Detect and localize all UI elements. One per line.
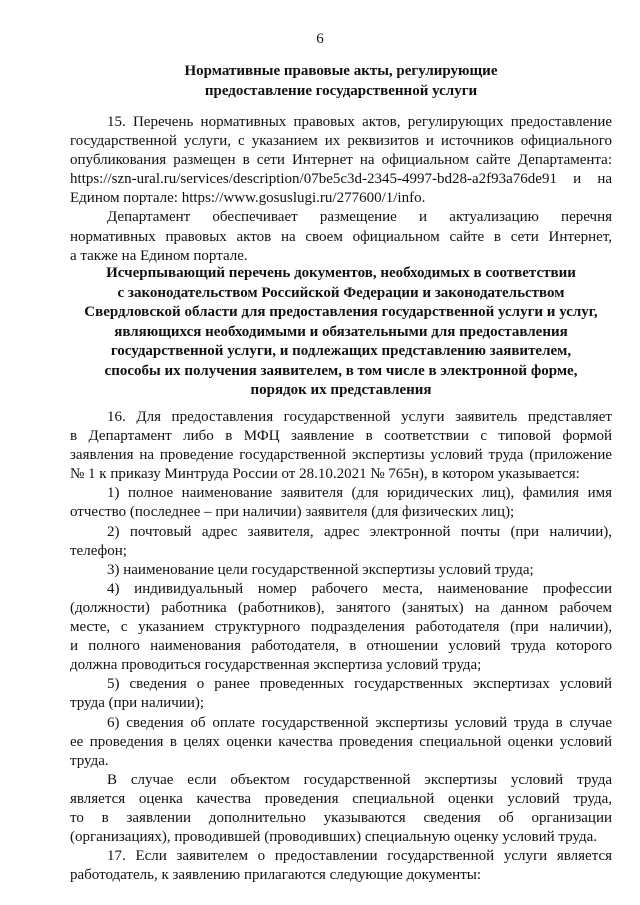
text-line: № 1 к приказу Минтруда России от 28.10.2021 № 765н), в котором указывается:	[70, 466, 580, 483]
text-line: https://szn-ural.ru/services/description/07be5c3d-2345-4997-bd28-a2f93a76de91 и на	[70, 171, 612, 188]
text-line: 17. Если заявителем о предоставлении государственной услуги является	[107, 848, 612, 865]
text-line: (должности) работника (работников), занятого (занятых) на данном рабочем	[70, 599, 612, 616]
list-item-3	[70, 561, 612, 580]
paragraph-17	[70, 847, 612, 885]
paragraph-16	[70, 408, 612, 484]
text-line: 15. Перечень нормативных правовых актов, регулирующих предоставление	[107, 114, 612, 130]
list-item-2	[70, 523, 612, 561]
page-number: 6	[316, 31, 324, 47]
heading-line: Свердловской области для предоставления государственной услуги и услуг,	[84, 304, 598, 320]
heading-line: государственной услуги, и подлежащих представлению заявителем,	[110, 343, 572, 359]
text-line: опубликования размещен в сети Интернет на официальном сайте Департамента:	[70, 152, 612, 169]
list-item-4	[70, 580, 612, 675]
text-line: 3) наименование цели государственной экспертизы условий труда;	[107, 561, 534, 578]
text-line: месте, с указанием структурного подразделения работодателя (при наличии),	[70, 619, 612, 636]
heading-line: являющихся необходимыми и обязательными для предоставления	[114, 323, 568, 340]
text-line: 1) полное наименование заявителя (для юридических лиц), фамилия имя	[107, 485, 612, 502]
text-line: 2) почтовый адрес заявителя, адрес электронной почты (при наличии),	[107, 523, 612, 540]
text-line: нормативных правовых актов на своем официальном сайте в сети Интернет,	[70, 228, 612, 245]
text-line: отчество (последнее – при наличии) заявителя (для физических лиц);	[70, 504, 515, 521]
text-line: 4) индивидуальный номер рабочего места, наименование профессии	[107, 580, 612, 597]
heading-line: Исчерпывающий перечень документов, необходимых в соответствии	[106, 265, 576, 281]
text-line: труда (при наличии);	[70, 695, 205, 712]
text-line: а также на Едином портале.	[70, 247, 248, 264]
heading-line: способы их получения заявителем, в том числе в электронной форме,	[104, 362, 578, 379]
text-line: работодатель, к заявлению прилагаются следующие документы:	[70, 867, 481, 884]
paragraph-department-publishing	[70, 208, 612, 265]
section-body-required-documents	[70, 408, 612, 885]
paragraph-sout-quality-case	[70, 771, 612, 847]
text-line: государственной услуги, с указанием их реквизитов и источников официального	[70, 133, 612, 150]
text-line: 6) сведения об оплате государственной экспертизы условий труда в случае	[107, 714, 612, 731]
list-item-6	[70, 714, 612, 771]
text-line: 5) сведения о ранее проведенных государственных экспертизах условий	[107, 676, 612, 693]
text-line: 16. Для предоставления государственной услуги заявитель представляет	[107, 409, 612, 425]
list-item-1	[70, 484, 612, 522]
section-heading-required-documents	[70, 264, 612, 401]
text-line: то в заявлении дополнительно указываются сведения об организации	[70, 809, 612, 826]
heading-line: Нормативные правовые акты, регулирующие	[184, 63, 498, 79]
heading-line: порядок их представления	[250, 382, 432, 398]
text-line: в Департамент либо в МФЦ заявление в соответствии с типовой формой	[70, 428, 612, 445]
text-line: должна проводиться государственная экспертиза условий труда;	[70, 657, 482, 674]
text-line: телефон;	[70, 542, 127, 559]
list-item-5	[70, 675, 612, 713]
section-body-regulatory-acts	[70, 113, 612, 266]
text-line: является оценка качества проведения специальной оценки условий труда,	[70, 790, 612, 807]
text-line: Департамент обеспечивает размещение и актуализацию перечня	[107, 209, 612, 226]
text-line: труда.	[70, 752, 109, 769]
text-line: Едином портале: https://www.gosuslugi.ru/277600/1/info.	[70, 190, 426, 207]
text-line: и полного наименования работодателя, в отношении условий труда которого	[70, 638, 612, 655]
heading-line: предоставление государственной услуги	[204, 82, 478, 99]
text-line: ее проведения в целях оценки качества проведения специальной оценки условий	[70, 733, 612, 750]
section-heading-regulatory-acts	[70, 62, 612, 101]
paragraph-15	[70, 113, 612, 208]
heading-line: с законодательством Российской Федерации и законодательством	[117, 284, 565, 301]
text-line: В случае если объектом государственной экспертизы условий труда	[107, 771, 612, 788]
text-line: заявления на проведение государственной экспертизы условий труда (приложение	[70, 447, 612, 464]
text-line: (организациях), проводившей (проводивших) специальную оценку условий труда.	[70, 829, 598, 846]
